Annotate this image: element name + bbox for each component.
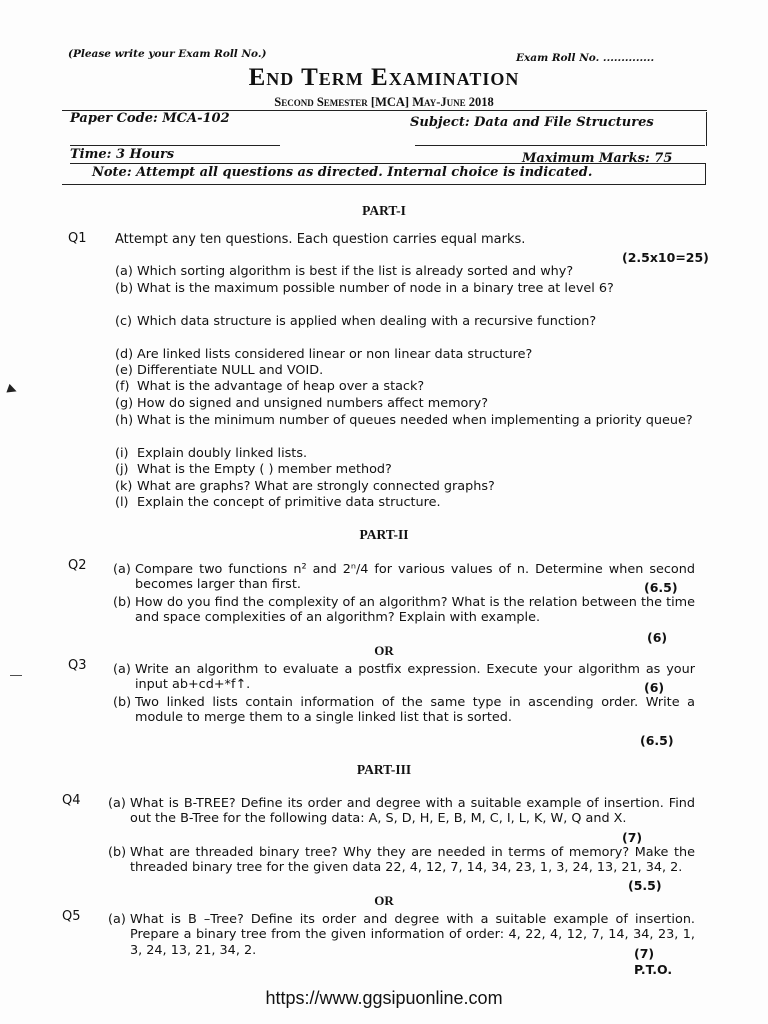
max-marks: Maximum Marks: 75 bbox=[522, 151, 673, 166]
q1-marks: (2.5x10=25) bbox=[622, 250, 709, 265]
pto-label: P.T.O. bbox=[634, 962, 673, 977]
footer-url: https://www.ggsipuonline.com bbox=[265, 988, 503, 1008]
header-rule-note-top bbox=[70, 163, 706, 164]
q3-b-marks: (6.5) bbox=[640, 733, 674, 748]
part2-or: OR bbox=[374, 643, 394, 658]
q3-number: Q3 bbox=[68, 658, 87, 673]
exam-time: Time: 3 Hours bbox=[70, 147, 175, 162]
margin-mark-2: ― bbox=[10, 668, 22, 682]
header-rule-mid-right bbox=[415, 145, 705, 146]
q1-number: Q1 bbox=[68, 231, 87, 246]
q2-b-marks: (6) bbox=[647, 630, 668, 645]
part3-heading: PART-III bbox=[356, 762, 412, 777]
exam-title: End Term Examination bbox=[248, 64, 520, 91]
header-vrule-1 bbox=[706, 112, 707, 146]
part2-heading: PART-II bbox=[359, 527, 409, 542]
part3-or: OR bbox=[374, 893, 394, 908]
exam-note: Note: Attempt all questions as directed. Internal choice is indicated. bbox=[92, 165, 593, 180]
exam-subtitle: Second Semester [MCA] May-June 2018 bbox=[274, 95, 494, 109]
q4-b-marks: (5.5) bbox=[628, 878, 662, 893]
q4-a-marks: (7) bbox=[622, 830, 643, 845]
q2-a-marks: (6.5) bbox=[644, 580, 678, 595]
q5-a-marks: (7) bbox=[634, 946, 655, 961]
exam-roll-label: Exam Roll No. .............. bbox=[516, 52, 655, 64]
q3-a-marks: (6) bbox=[644, 680, 665, 695]
header-rule-mid-left bbox=[70, 145, 280, 146]
q5-number: Q5 bbox=[62, 909, 81, 924]
q2-number: Q2 bbox=[68, 558, 87, 573]
exam-paper-page: (Please write your Exam Roll No.) Exam Roll No. .............. End Term Examination Second Semester [MCA] May-June 2018 Paper Code: MCA-102 Subject: Data and File Structures Time: 3 Hours Maximum Marks: 75 Note: Attempt all questions as directed. Internal choice is indicated. PART-I Q1 Attempt any ten questions. Each question carries equal marks. (2.5x10=25) (a) Which sorting algorithm is best if the list is already sorted and why? (b) What is the maximum possible number of node in a binary tree at level 6? (c) Which data structure is applied when dealing with a recursive function? (d) Are linked lists considered linear or non linear data structure? (e) Differentiate NULL and VOID. (f) What is the advantage of heap over a stack? (g) How do signed and unsigned numbers affect memory? (h) What is the minimum number of queues needed when implementing a priority queue? (i) Explain doubly linked lists. (j) What is the Empty ( ) member method? (k) What are graphs? What are strongly connected graphs? (l) Explain the concept of primitive data structure. PART-II Q2 (a) Compare two functions n² and 2ⁿ/4 for various values of n. Determine when second becomes larger than first. (6.5) (b) How do you find the complexity of an algorithm? What is the relation between the time and space complexities of an algorithm? Explain with example. (6) OR Q3 (a) Write an algorithm to evaluate a postfix expression. Execute your algorithm as your input ab+cd+*f↑. (6) (b) Two linked lists contain information of the same type in ascending order. Write a module to merge them to a single linked list that is sorted. (6.5) PART-III Q4 (a) What is B-TREE? Define its order and degree with a suitable example of insertion. Find out the B-Tree for the following data: A, S, D, H, E, B, M, C, I, L, K, W, Q and X. (7) (b) What are threaded binary tree? Why they are needed in terms of memory? Make the threaded binary tree for the given data 22, 4, 12, 7, 14, 34, 23, 1, 3, 24, 13, 21, 34, 2. (5.5) OR Q5 (a) What is B –Tree? Define its order and degree with a suitable example of insertion. Prepare a binary tree from the given information of order: 4, 22, 4, 12, 7, 14, 34, 23, 1, 3, 24, 13, 21, 34, 2. (7) P.T.O. ▶ ― https://www.ggsipuonline.com bbox=[0, 0, 768, 1024]
q4-number: Q4 bbox=[62, 793, 81, 808]
subject: Subject: Data and File Structures bbox=[410, 115, 654, 130]
header-rule-bottom bbox=[62, 184, 706, 185]
part1-heading: PART-I bbox=[362, 203, 406, 218]
margin-mark-1: ▶ bbox=[5, 380, 20, 398]
paper-code: Paper Code: MCA-102 bbox=[70, 111, 230, 126]
header-vrule-2 bbox=[705, 163, 706, 185]
roll-instruction: (Please write your Exam Roll No.) bbox=[68, 48, 267, 60]
q1-instruction: Attempt any ten questions. Each question carries equal marks. bbox=[115, 232, 526, 247]
